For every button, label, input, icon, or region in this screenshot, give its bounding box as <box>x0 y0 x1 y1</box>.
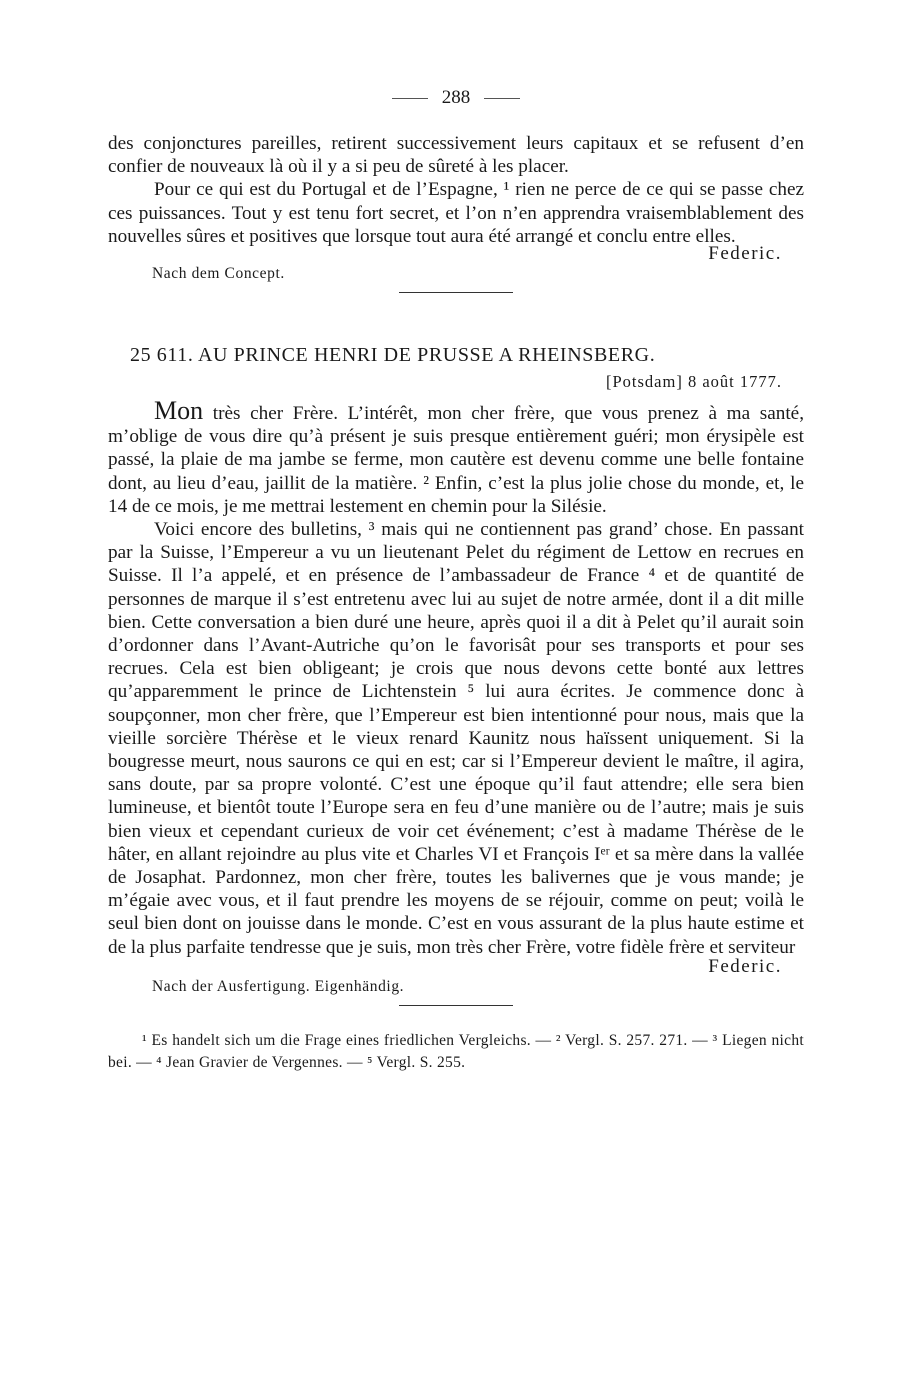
paragraph <box>108 396 804 518</box>
separator-rule <box>399 292 513 293</box>
signature: Federic. <box>708 955 782 977</box>
page-number <box>108 86 804 110</box>
page-number-dash-left <box>392 98 428 99</box>
source-note: Nach dem Concept. <box>152 265 285 283</box>
page-number-dash-right <box>484 98 520 99</box>
letter-heading: 25 611. AU PRINCE HENRI DE PRUSSE A RHEINSBERG. <box>130 344 656 367</box>
paragraph: Pour ce qui est du Portugal et de l’Espagne, ¹ rien ne perce de ce qui se passe chez ces puissances. Tout y est tenu fort secret, et l’on n’en apprendra vraisemblablement des nouvelles sûres et positives que lorsque tout aura été arrangé et conclu entre elles. <box>108 179 804 247</box>
paragraph: des conjonctures pareilles, retirent successivement leurs capitaux et se refusent d’en confier de nouveaux là où il y a si peu de sûreté à les placer. <box>108 133 804 178</box>
footnotes <box>108 1030 804 1074</box>
page-number-text: 288 <box>441 87 471 108</box>
letter-first-word: Mon <box>154 396 204 426</box>
source-note: Nach der Ausfertigung. Eigenhändig. <box>152 977 405 995</box>
paragraph: Voici encore des bulletins, ³ mais qui ne contiennent pas grand’ chose. En passant par la Suisse, l’Empereur a vu un lieutenant Pelet du régiment de Lettow en recrues en Suisse. Il l’a appelé, et en présence de l’ambassadeur de France ⁴ et de quantité de personnes de marque il s’est entretenu avec lui au sujet de notre armée, dont il a dit mille bien. Cette conversation a bien duré une heure, après quoi il a dit à Pelet qu’il aurait soin d’ordonner dans l’Avant-Autriche qu’on le favorisât pour ses transports et pour ses recrues. Cela est bien obligeant; je crois que nous devons cette bonté aux lettres qu’apparemment le prince de Lichtenstein ⁵ lui aura écrites. Je commence donc à soupçonner, mon cher frère, que l’Empereur est bien intentionné pour nous, mais que la vieille sorcière Thérèse et le vieux renard Kaunitz nous haïssent uniquement. Si la bougresse meurt, nous saurons ce qui en est; car si l’Empereur devient le maître, il agira, sans doute, par sa propre volonté. C’est une époque qu’il faut attendre; elle sera bien lumineuse, et bientôt toute l’Europe sera en feu d’une manière ou de l’autre; mais je suis bien vieux et cependant curieux de voir cet événement; c’est à madame Thérèse de le hâter, en allant rejoindre au plus vite et Charles VI et François Iᵉʳ et sa mère dans la vallée de Josaphat. Pardonnez, mon cher frère, toutes les balivernes que je vous mande; je m’égaie avec vous, et il faut prendre les moyens de se réjouir, comme on peut; voilà le seul bien dont on jouisse dans le monde. C’est en vous assurant de la plus haute estime et de la plus parfaite tendresse que je suis, mon très cher Frère, votre fidèle frère et serviteur <box>108 519 804 958</box>
paragraph-text: très cher Frère. L’intérêt, mon cher frère, que vous prenez à ma santé, m’oblige de vous dire qu’à présent je suis presque entièrement guéri; mon érysipèle est passé, la plaie de ma jambe se ferme, mon cautère est devenu comme une belle fontaine dont, au lieu d’eau, jaillit de la matière. ² Enfin, c’est la plus jolie chose du monde, et, le 14 de ce mois, je me mettrai lestement en chemin pour la Silésie. <box>108 403 804 517</box>
letter-body <box>108 396 804 959</box>
previous-letter-ending <box>108 132 804 248</box>
footnote-text: ¹ Es handelt sich um die Frage eines friedlichen Vergleichs. — ² Vergl. S. 257. 271. — ³ Liegen nicht bei. — ⁴ Jean Gravier de Vergennes. — ⁵ Vergl. S. 255. <box>108 1031 804 1071</box>
page <box>108 86 804 1074</box>
signature: Federic. <box>708 243 782 265</box>
dateline: [Potsdam] 8 août 1777. <box>606 372 782 392</box>
separator-rule <box>399 1005 513 1006</box>
